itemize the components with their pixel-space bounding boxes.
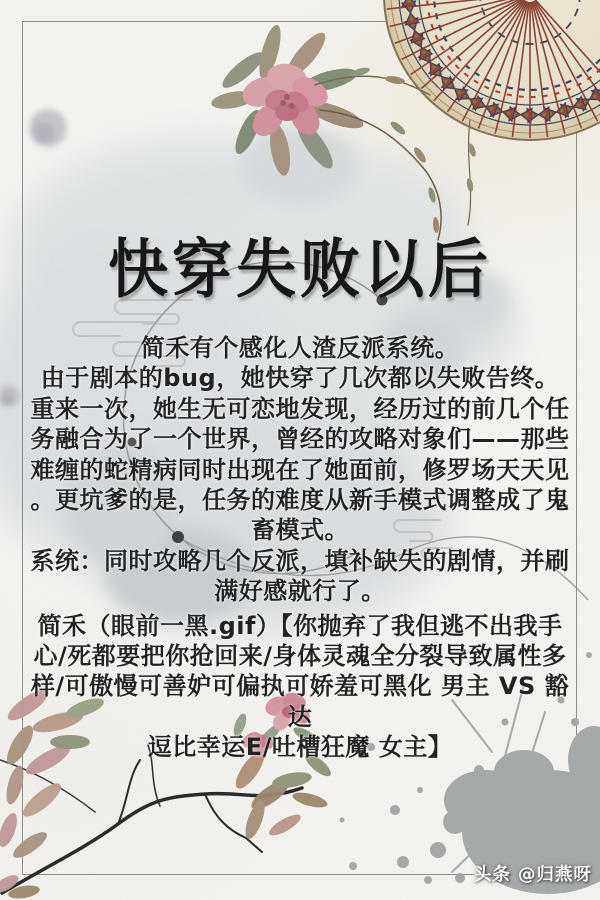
poster-title: 快穿失败以后	[108, 232, 492, 308]
body-line: 逗比幸运E/吐槽狂魔 女主】	[147, 733, 453, 762]
body-line: 满好感就行了。	[214, 577, 386, 606]
body-line: 简禾有个感化人渣反派系统。	[140, 334, 460, 362]
body-line: 务融合为了一个世界，曾经的攻略对象们——那些	[30, 425, 570, 454]
body-line: 重来一次，她生无可恋地发现，经历过的前几个任	[30, 394, 570, 423]
body-line: 简禾（眼前一黑.gif）【你抛弃了我但逃不出我手	[37, 611, 563, 640]
body-line: 畜模式。	[251, 516, 349, 545]
oil-paper-umbrella-illustration	[384, 0, 600, 140]
body-line: 由于剧本的bug，她快穿了几次都以失败告终。	[40, 364, 560, 393]
body-line: 心/死都要把你抢回来/身体灵魂全分裂导致属性多	[33, 642, 567, 671]
body-line: 。更坑爹的是，任务的难度从新手模式调整成了鬼	[30, 486, 570, 515]
watermark: 头条 @归燕呀	[473, 865, 592, 885]
body-line: 样/可傲慢可善妒可偏执可娇羞可黑化 男主 VS 豁达	[30, 672, 570, 731]
body-line: 系统：同时攻略几个反派，填补缺失的剧情，并刷	[30, 546, 570, 575]
poster-body	[25, 333, 575, 763]
body-line: 难缠的蛇精病同时出现在了她面前，修罗场天天见	[30, 455, 570, 484]
